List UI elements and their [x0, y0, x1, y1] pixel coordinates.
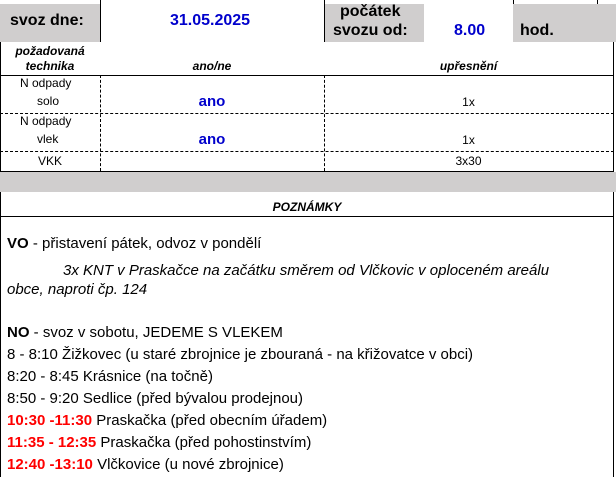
- start-unit: hod.: [520, 22, 554, 39]
- schedule-place: Sedlice (před bývalou prodejnou): [78, 390, 304, 407]
- notes-border-left: [0, 192, 1, 477]
- schedule-place: Vlčkovice (u nové zbrojnice): [92, 456, 284, 473]
- schedule-time: 8 - 8:10: [7, 346, 58, 363]
- start-value[interactable]: 8.00: [454, 22, 486, 39]
- schedule-time: 10:30 -11:30: [7, 412, 93, 429]
- separator-band: [0, 172, 616, 192]
- header-divider: [324, 0, 325, 42]
- col-header-technika-line2: technika: [25, 59, 75, 73]
- col-header-upresneni: upřesnění: [439, 59, 498, 73]
- row-upresneni[interactable]: 1x: [462, 95, 475, 109]
- schedule-item: [7, 366, 473, 388]
- row-ano-ne[interactable]: ano: [198, 131, 226, 148]
- no-code: NO: [7, 324, 30, 341]
- no-text: - svoz v sobotu, JEDEME S VLEKEM: [29, 324, 283, 341]
- schedule-place: Žižkovec (u staré zbrojnice je zbouraná - na křižovatce v obci): [57, 346, 474, 363]
- row-tech-line2: solo: [37, 94, 60, 108]
- schedule-time: 12:40 -13:10: [7, 456, 93, 473]
- no-line: [7, 322, 283, 344]
- vo-line: [7, 233, 261, 255]
- col-header-ano-ne: ano/ne: [192, 59, 232, 73]
- vo-code: VO: [7, 235, 29, 252]
- row-tech-line1: N odpady: [20, 76, 72, 90]
- schedule-item: [7, 410, 473, 432]
- schedule-list: [7, 344, 473, 476]
- schedule-time: 8:50 - 9:20: [7, 390, 79, 407]
- date-value[interactable]: 31.05.2025: [170, 12, 251, 29]
- row-tech-line1: N odpady: [20, 114, 72, 128]
- row-upresneni[interactable]: 3x30: [455, 154, 482, 168]
- table-header-line: [0, 75, 614, 76]
- schedule-item: [7, 388, 473, 410]
- table-col-divider: [324, 75, 325, 171]
- date-label: svoz dne:: [10, 12, 84, 29]
- vo-detail-line2: obce, naproti čp. 124: [7, 281, 148, 298]
- notes-border-right: [613, 192, 614, 477]
- schedule-item: [7, 344, 473, 366]
- start-label-line1: počátek: [340, 3, 401, 20]
- header-divider: [513, 0, 514, 4]
- notes-title: POZNÁMKY: [272, 200, 342, 214]
- table-col-divider: [100, 75, 101, 171]
- row-upresneni[interactable]: 1x: [462, 133, 475, 147]
- schedule-time: 11:35 - 12:35: [7, 434, 97, 451]
- vo-detail-line1: 3x KNT v Praskačce na začátku směrem od Vlčkovic v oploceném areálu: [63, 262, 550, 279]
- schedule-item: [7, 454, 473, 476]
- header-band: [0, 0, 616, 42]
- notes-title-line: [0, 216, 614, 217]
- schedule-place: Praskačka (před pohostinstvím): [96, 434, 312, 451]
- row-tech-line2: vlek: [37, 132, 59, 146]
- vo-text: - přistavení pátek, odvoz v pondělí: [28, 235, 262, 252]
- schedule-place: Krásnice (na točně): [78, 368, 213, 385]
- col-header-technika-line1: požadovaná: [15, 44, 85, 58]
- schedule-place: Praskačka (před obecním úřadem): [92, 412, 328, 429]
- row-tech-line1: VKK: [37, 154, 62, 168]
- notes-section: [0, 192, 616, 477]
- header-divider: [597, 0, 598, 4]
- start-label-line2: svozu od:: [333, 22, 408, 39]
- table-row-line: [0, 151, 614, 152]
- header-divider: [100, 0, 101, 42]
- schedule-time: 8:20 - 8:45: [7, 368, 79, 385]
- technika-table: [0, 42, 616, 173]
- table-row-line: [0, 113, 614, 114]
- row-ano-ne[interactable]: ano: [198, 93, 226, 110]
- schedule-item: [7, 432, 473, 454]
